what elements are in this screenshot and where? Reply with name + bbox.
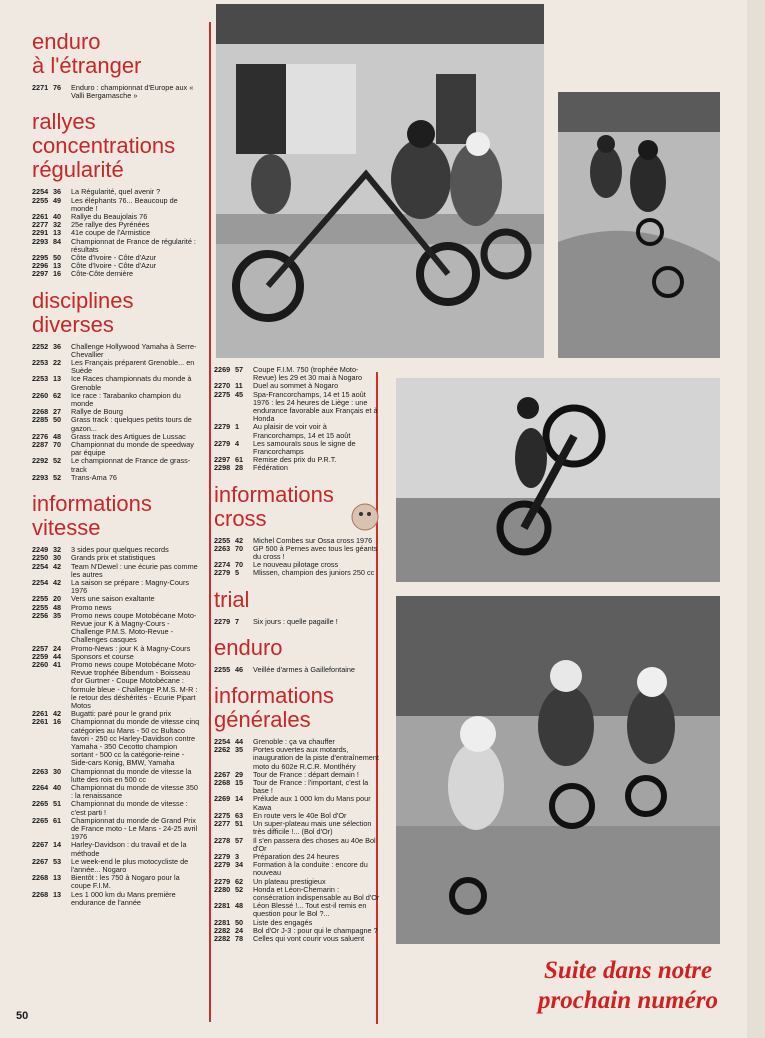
page-ref: 50 <box>53 415 62 425</box>
issue-number: 2254 <box>32 577 49 587</box>
entry-title: Côte d'Ivoire - Côte d'Azur <box>71 261 157 271</box>
issue-number: 2259 <box>32 651 49 661</box>
issue-number: 2260 <box>32 390 49 400</box>
index-entry <box>32 768 200 784</box>
page-ref: 52 <box>53 456 62 466</box>
index-entry <box>214 464 380 472</box>
issue-number: 2281 <box>214 901 231 911</box>
page-ref: 40 <box>53 212 62 222</box>
issue-number: 2295 <box>32 253 49 263</box>
index-entry <box>214 618 380 626</box>
entry-title: Le championnat de France de grass-track <box>71 456 191 474</box>
index-entry <box>214 569 380 577</box>
index-entry <box>32 474 200 482</box>
issue-number: 2296 <box>32 261 49 271</box>
issue-number: 2249 <box>32 545 49 555</box>
page-ref: 27 <box>53 407 62 417</box>
page-ref: 16 <box>53 269 62 279</box>
entry-title: Vers une saison exaltante <box>71 594 155 604</box>
index-entry <box>214 779 380 795</box>
issue-number: 2270 <box>214 381 231 391</box>
issue-number: 2298 <box>214 463 231 473</box>
entry-title: Remise des prix du P.R.T. <box>253 455 337 465</box>
issue-number: 2276 <box>32 431 49 441</box>
section-heading-enduro: enduro <box>214 634 283 660</box>
page-number: 50 <box>16 1010 29 1022</box>
entry-title: Rallye du Beaujolais 76 <box>71 212 148 222</box>
entry-title: Rallye de Bourg <box>71 407 123 417</box>
entry-title: Ice race : Tarabanko champion du monde <box>71 390 181 409</box>
issue-number: 2260 <box>32 659 49 669</box>
index-entry-list <box>32 546 200 907</box>
index-entry <box>32 800 200 816</box>
index-entry <box>214 935 380 943</box>
entry-title: Tour de France : l'important, c'est la base ! <box>253 778 369 796</box>
entry-title: Promo news <box>71 602 112 612</box>
index-entry <box>32 661 200 710</box>
index-column-left <box>32 30 200 913</box>
page-ref: 13 <box>53 374 62 384</box>
page-ref: 52 <box>53 472 62 482</box>
entry-title: Championnat du monde de vitesse : c'est parti ! <box>71 799 188 817</box>
issue-number: 2285 <box>32 415 49 425</box>
entry-title: Championnat du monde de Grand Prix de France moto - Le Mans - 24-25 avril 1976 <box>71 815 198 842</box>
entry-title: Promo-News : jour K à Magny-Cours <box>71 643 191 653</box>
issue-number: 2255 <box>32 195 49 205</box>
entry-title: Fédération <box>253 463 288 473</box>
index-entry <box>32 579 200 595</box>
page-ref: 48 <box>53 602 62 612</box>
issue-number: 2268 <box>32 407 49 417</box>
entry-title: Côte d'Ivoire - Côte d'Azur <box>71 253 157 263</box>
entry-title: Grands prix et statistiques <box>71 553 156 563</box>
entry-title: Portes ouvertes aux motards, inauguration de la piste d'entraînement moto du 602e R.C.R. Montlhéry <box>253 745 379 771</box>
photo-wheelie-rider <box>396 378 720 582</box>
issue-number: 2279 <box>214 616 231 626</box>
continued-note-line1: Suite dans notre <box>543 957 713 984</box>
page-ref: 63 <box>235 810 244 820</box>
entry-title: Le week-end le plus motocycliste de l'année... Nogaro <box>71 856 189 875</box>
index-entry-list <box>214 738 380 943</box>
page-ref: 14 <box>53 840 62 850</box>
index-entry <box>214 746 380 771</box>
entry-title: Les 1 000 km du Mans première endurance de l'année <box>71 889 176 907</box>
index-entry <box>214 886 380 902</box>
issue-number: 2274 <box>214 560 231 570</box>
column-rule-left <box>209 22 211 1022</box>
issue-number: 2263 <box>214 543 231 553</box>
page-ref: 30 <box>53 553 62 563</box>
page-ref: 84 <box>53 236 62 246</box>
index-entry <box>214 837 380 853</box>
entry-title: Léon Blessé !... Tout est-il remis en question pour le Bol ?... <box>253 901 367 919</box>
issue-number: 2277 <box>214 819 231 829</box>
page-ref: 22 <box>53 358 62 368</box>
issue-number: 2265 <box>32 799 49 809</box>
page-ref: 13 <box>53 889 62 899</box>
page-ref: 70 <box>53 440 62 450</box>
issue-number: 2277 <box>32 220 49 230</box>
entry-title: Prélude aux 1 000 km du Mans pour Kawa <box>253 794 371 812</box>
page-ref: 41 <box>53 659 62 669</box>
issue-number: 2280 <box>214 884 231 894</box>
index-entry <box>32 270 200 278</box>
index-entry <box>32 238 200 254</box>
index-entry-list <box>32 84 200 100</box>
entry-title: Au plaisir de voir voir à Francorchamps, 14 et 15 août <box>253 422 351 440</box>
page-ref: 61 <box>235 455 244 465</box>
issue-number: 2255 <box>214 535 231 545</box>
page-ref: 7 <box>235 616 240 626</box>
index-entry <box>214 861 380 877</box>
entry-title: GP 500 à Pernes avec tous les géants du cross ! <box>253 543 378 562</box>
section-heading-vitesse: informations vitesse <box>32 491 152 541</box>
issue-number: 2292 <box>32 456 49 466</box>
issue-number: 2279 <box>214 422 231 432</box>
page-ref: 36 <box>53 187 62 197</box>
issue-number: 2253 <box>32 374 49 384</box>
index-entry <box>32 84 200 100</box>
issue-number: 2268 <box>32 873 49 883</box>
index-entry <box>214 391 380 424</box>
issue-number: 2261 <box>32 709 49 719</box>
page-ref: 24 <box>53 643 62 653</box>
entry-title: La saison se prépare : Magny-Cours 1976 <box>71 577 190 596</box>
page-ref: 78 <box>235 933 244 943</box>
page-ref: 36 <box>53 341 62 351</box>
index-entry <box>214 423 380 439</box>
page-ref: 62 <box>53 390 62 400</box>
photo-children-minibikes <box>396 596 720 944</box>
entry-title: Harley-Davidson : du travail et de la méthode <box>71 840 187 858</box>
entry-title: Championnat du monde de vitesse la lutte des rois en 500 cc <box>71 766 192 784</box>
index-entry <box>214 902 380 918</box>
page-ref: 5 <box>235 568 240 578</box>
index-entry <box>32 457 200 473</box>
entry-title: Promo news coupe Motobécane Moto-Revue trophée Bibendum - Boisseau d'or Gurtner - Coupe Motobécane : formule bleue - Challenge P.M.S. M-R : le retour des déshérités - Ecurie Pipart Motos <box>71 659 198 710</box>
page-ref: 70 <box>235 543 244 553</box>
section-heading-trial: trial <box>214 586 250 612</box>
page-ref: 51 <box>235 819 244 829</box>
index-entry-list <box>214 618 380 626</box>
page-ref: 46 <box>235 664 244 674</box>
issue-number: 2279 <box>214 851 231 861</box>
page-ref: 11 <box>235 381 243 391</box>
entry-title: Veillée d'armes à Gaillefontaine <box>253 664 355 674</box>
issue-number: 2264 <box>32 782 49 792</box>
entry-title: Championnat du monde de speedway par équipe <box>71 440 194 458</box>
page-ref: 51 <box>53 799 62 809</box>
entry-title: Enduro : championnat d'Europe aux « Valli Bergamasche » <box>71 83 194 101</box>
entry-title: Mlissen, champion des juniors 250 cc <box>253 568 375 578</box>
page-ref: 14 <box>235 794 244 804</box>
entry-title: Promo news coupe Motobécane Moto-Revue jour K à Magny-Cours - Challenge P.M.S. Moto-Revue - Challenges casques <box>71 610 197 645</box>
issue-number: 2275 <box>214 810 231 820</box>
section-heading-rallyes: rallyes concentrations régularité <box>32 109 176 183</box>
index-entry <box>214 820 380 836</box>
entry-title: En route vers le 40e Bol d'Or <box>253 810 347 820</box>
page-ref: 48 <box>235 901 244 911</box>
page-ref: 50 <box>53 253 62 263</box>
page-ref: 15 <box>235 778 244 788</box>
issue-number: 2269 <box>214 365 231 374</box>
entry-title: Il s'en passera des choses au 40e Bol d'Or <box>253 835 376 853</box>
section-heading-enduro_etranger: enduro à l'étranger <box>32 29 142 78</box>
index-entry <box>32 817 200 842</box>
issue-number: 2287 <box>32 440 49 450</box>
index-entry <box>214 440 380 456</box>
index-entry <box>32 441 200 457</box>
issue-number: 2267 <box>32 840 49 850</box>
issue-number: 2257 <box>32 643 49 653</box>
index-entry-list <box>214 537 380 578</box>
issue-number: 2267 <box>32 856 49 866</box>
continued-note-line2: prochain numéro <box>538 987 718 1014</box>
entry-title: Bol d'Or J-3 : pour qui le champagne ? <box>253 925 378 935</box>
index-entry <box>32 858 200 874</box>
issue-number: 2279 <box>214 438 231 448</box>
entry-title: Bientôt : les 750 à Nogaro pour la coupe F.I.M. <box>71 873 180 891</box>
page-ref: 42 <box>53 577 62 587</box>
issue-number: 2282 <box>214 933 231 943</box>
index-entry <box>32 718 200 767</box>
page-ref: 13 <box>53 228 62 238</box>
entry-title: Championnat du monde de vitesse 350 : la renaissance <box>71 782 198 801</box>
entry-title: Challenge Hollywood Yamaha à Serre-Chevallier <box>71 341 197 359</box>
page-ref: 70 <box>235 560 244 570</box>
publisher-logo-icon <box>350 500 380 534</box>
page-ref: 52 <box>235 884 244 894</box>
index-entry-list <box>214 366 380 473</box>
page-ref: 20 <box>53 594 62 604</box>
page-ref: 4 <box>235 438 240 448</box>
page-ref: 30 <box>53 766 62 776</box>
entry-title: Celles qui vont courir vous saluent <box>253 933 365 943</box>
issue-number: 2256 <box>32 610 49 620</box>
page-ref: 32 <box>53 545 62 555</box>
entry-title: Michel Combes sur Ossa cross 1976 <box>253 535 373 545</box>
index-entry-list <box>214 666 380 674</box>
entry-title: 25e rallye des Pyrénées <box>71 220 150 230</box>
index-entry <box>32 874 200 890</box>
page-ref: 35 <box>235 745 244 755</box>
entry-title: Championnat de France de régularité : résultats <box>71 236 196 254</box>
page-ref: 57 <box>235 835 244 845</box>
entry-title: Spa-Francorchamps, 14 et 15 août 1976 : les 24 heures de Liège : une endurance favorable aux Français et à Honda <box>253 389 378 424</box>
page-ref: 49 <box>53 195 62 205</box>
issue-number: 2255 <box>214 664 231 674</box>
page-ref: 48 <box>53 431 62 441</box>
index-column-middle <box>214 366 380 949</box>
entry-title: Côte-Côte dernière <box>71 269 134 279</box>
page-ref: 53 <box>53 856 62 866</box>
page-ref: 13 <box>53 261 62 271</box>
issue-number: 2262 <box>214 745 231 755</box>
continued-note <box>503 956 753 1016</box>
index-entry <box>32 375 200 391</box>
page-ref: 57 <box>235 365 244 374</box>
issue-number: 2278 <box>214 835 231 845</box>
entry-title: Le nouveau pilotage cross <box>253 560 339 570</box>
page-ref: 42 <box>53 561 62 571</box>
issue-number: 2293 <box>32 236 49 246</box>
page-ref: 76 <box>53 83 62 92</box>
page-ref: 24 <box>235 925 244 935</box>
entry-title: Ice Races championnats du monde à Grenoble <box>71 374 192 392</box>
entry-title: Un plateau prestigieux <box>253 876 326 886</box>
index-entry <box>32 392 200 408</box>
entry-title: Honda et Léon-Chemarin : consécration indispensable au Bol d'Or <box>253 884 380 902</box>
page-ref: 3 <box>235 851 240 861</box>
index-entry-list <box>32 188 200 278</box>
issue-number: 2254 <box>32 187 49 197</box>
entry-title: Team N'Dewel : une écurie pas comme les autres <box>71 561 198 579</box>
index-entry <box>214 545 380 561</box>
entry-title: Les éléphants 76... Beaucoup de monde ! <box>71 195 178 213</box>
issue-number: 2279 <box>214 568 231 578</box>
entry-title: Liste des engagés <box>253 917 313 927</box>
section-heading-generales: informations générales <box>214 683 334 733</box>
issue-number: 2297 <box>32 269 49 279</box>
index-entry <box>32 612 200 645</box>
issue-number: 2271 <box>32 83 49 92</box>
section-heading-cross: informations cross <box>214 481 334 531</box>
index-entry <box>32 359 200 375</box>
issue-number: 2261 <box>32 717 49 727</box>
page-ref: 45 <box>235 389 244 399</box>
entry-title: Formation à la conduite : encore du nouveau <box>253 860 368 878</box>
issue-number: 2250 <box>32 553 49 563</box>
index-entry <box>214 366 380 382</box>
issue-number: 2275 <box>214 389 231 399</box>
index-entry <box>32 343 200 359</box>
entry-title: Grass track des Artigues de Lussac <box>71 431 186 441</box>
index-entry <box>32 891 200 907</box>
index-entry <box>214 795 380 811</box>
entry-title: Un super-plateau mais une sélection très difficile !... (Bol d'Or) <box>253 819 372 837</box>
page-ref: 62 <box>235 876 244 886</box>
entry-title: Les Français préparent Grenoble... en Suède <box>71 358 195 376</box>
page-ref: 42 <box>235 535 244 545</box>
entry-title: Bugatti: paré pour le grand prix <box>71 709 172 719</box>
page-ref: 44 <box>235 737 244 747</box>
issue-number: 2281 <box>214 917 231 927</box>
index-entry <box>32 563 200 579</box>
page-ref: 50 <box>235 917 244 927</box>
index-entry <box>32 416 200 432</box>
page-ref: 34 <box>235 860 244 870</box>
page-ref: 28 <box>235 463 244 473</box>
issue-number: 2255 <box>32 602 49 612</box>
entry-title: La Régularité, quel avenir ? <box>71 187 161 197</box>
index-entry <box>32 784 200 800</box>
entry-title: Les samouraïs sous le signe de Francorchamps <box>253 438 356 457</box>
issue-number: 2282 <box>214 925 231 935</box>
issue-number: 2279 <box>214 876 231 886</box>
issue-number: 2261 <box>32 212 49 222</box>
page-ref: 42 <box>53 709 62 719</box>
page-margin <box>747 0 765 1038</box>
issue-number: 2254 <box>214 737 231 747</box>
issue-number: 2268 <box>32 889 49 899</box>
issue-number: 2265 <box>32 815 49 825</box>
photo-chopper-riders <box>216 4 544 358</box>
entry-title: Grass track : quelques petits tours de gazon... <box>71 415 192 433</box>
entry-title: Duel au sommet à Nogaro <box>253 381 339 391</box>
entry-title: Championnat du monde de vitesse cinq catégories au Mans - 50 cc Bultaco favori - 250 cc Harley-Davidson contre Yamaha - 350 Cecotto champion sortant - 500 cc la catégorie-reine - Side-cars Konig, BMW, Yamaha <box>71 717 200 768</box>
issue-number: 2293 <box>32 472 49 482</box>
index-entry-list <box>32 343 200 482</box>
entry-title: 3 sides pour quelques records <box>71 545 169 555</box>
entry-title: 41e coupe de l'Armistice <box>71 228 151 238</box>
page-ref: 44 <box>53 651 62 661</box>
issue-number: 2252 <box>32 341 49 351</box>
issue-number: 2263 <box>32 766 49 776</box>
issue-number: 2268 <box>214 778 231 788</box>
page-ref: 1 <box>235 422 240 432</box>
index-entry <box>214 666 380 674</box>
page-ref: 29 <box>235 769 244 779</box>
page-ref: 61 <box>53 815 62 825</box>
page-ref: 13 <box>53 873 62 883</box>
issue-number: 2255 <box>32 594 49 604</box>
issue-number: 2267 <box>214 769 231 779</box>
issue-number: 2291 <box>32 228 49 238</box>
page-ref: 40 <box>53 782 62 792</box>
issue-number: 2297 <box>214 455 231 465</box>
page-ref: 35 <box>53 610 62 620</box>
entry-title: Grenoble : ça va chauffer <box>253 737 335 747</box>
entry-title: Sponsors et course <box>71 651 134 661</box>
entry-title: Trans-Ama 76 <box>71 472 117 482</box>
page-ref: 16 <box>53 717 62 727</box>
issue-number: 2269 <box>214 794 231 804</box>
entry-title: Tour de France : départ demain ! <box>253 769 359 779</box>
issue-number: 2279 <box>214 860 231 870</box>
issue-number: 2253 <box>32 358 49 368</box>
page-ref: 32 <box>53 220 62 230</box>
index-entry <box>32 841 200 857</box>
section-heading-disciplines: disciplines diverses <box>32 287 134 337</box>
index-entry <box>32 197 200 213</box>
entry-title: Coupe F.I.M. 750 (trophée Moto-Revue) les 29 et 30 mai à Nogaro <box>253 365 363 383</box>
entry-title: Six jours : quelle pagaille ! <box>253 616 338 626</box>
photo-trial-riders-forest <box>558 92 720 358</box>
issue-number: 2254 <box>32 561 49 571</box>
entry-title: Préparation des 24 heures <box>253 851 339 861</box>
